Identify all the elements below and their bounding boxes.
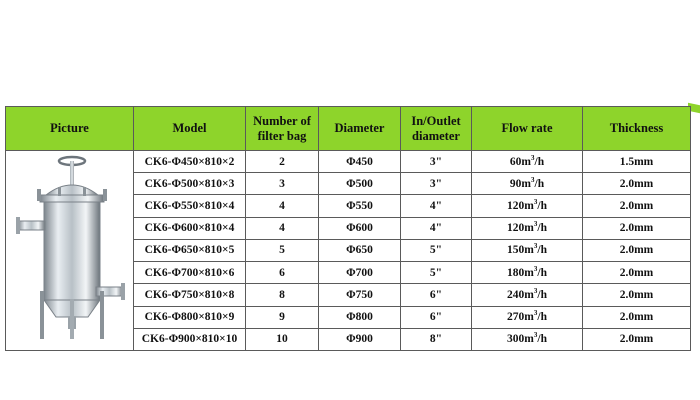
header-filter-bags: [246, 107, 319, 151]
io-diameter-cell: 4": [401, 195, 472, 217]
filter-bags-cell: 4: [246, 217, 319, 239]
flow-rate-cell: [472, 284, 583, 306]
flow-rate-cell: [472, 306, 583, 328]
io-diameter-cell: 3": [401, 173, 472, 195]
flow-rate-exponent: 3: [533, 309, 538, 318]
filter-bags-cell: 4: [246, 195, 319, 217]
header-io-line1: In/Outlet: [411, 113, 461, 128]
picture-cell: [6, 151, 134, 351]
flow-rate-exponent: 3: [531, 176, 535, 184]
thickness-cell: 2.0mm: [583, 262, 691, 284]
thickness-cell: 2.0mm: [583, 239, 691, 261]
header-filter-bags-line2: filter bag: [257, 128, 307, 143]
flow-rate-value: 90m: [509, 177, 531, 190]
flow-rate-exponent: 3: [533, 331, 538, 340]
flow-rate-exponent: 3: [533, 287, 538, 296]
filter-bags-cell: 8: [246, 284, 319, 306]
flow-rate-cell: [472, 328, 583, 350]
header-row: [6, 107, 691, 151]
spec-table: [5, 106, 691, 351]
model-cell: CK6-Φ800×810×9: [134, 306, 246, 328]
flow-rate-value: 120m: [507, 200, 534, 213]
diameter-cell: Φ650: [319, 239, 401, 261]
flow-rate-unit: /h: [537, 311, 547, 324]
io-diameter-cell: 6": [401, 306, 472, 328]
flow-rate-unit: /h: [534, 177, 545, 190]
flow-rate-unit: /h: [537, 222, 547, 235]
diameter-cell: Φ500: [319, 173, 401, 195]
thickness-cell: 2.0mm: [583, 195, 691, 217]
flow-rate-unit: /h: [537, 200, 547, 213]
filter-bags-cell: 6: [246, 262, 319, 284]
model-cell: CK6-Φ700×810×6: [134, 262, 246, 284]
model-cell: CK6-Φ600×810×4: [134, 217, 246, 239]
filter-bags-cell: 9: [246, 306, 319, 328]
header-flow-rate: Flow rate: [472, 107, 583, 151]
table-row: [6, 151, 691, 173]
flow-rate-value: 120m: [507, 222, 534, 235]
flow-rate-exponent: 3: [533, 220, 538, 229]
flow-rate-cell: [472, 262, 583, 284]
header-io-diameter: [401, 107, 472, 151]
filter-bags-cell: 5: [246, 239, 319, 261]
model-cell: CK6-Φ550×810×4: [134, 195, 246, 217]
thickness-cell: 2.0mm: [583, 284, 691, 306]
diameter-cell: Φ750: [319, 284, 401, 306]
diameter-cell: Φ550: [319, 195, 401, 217]
flow-rate-exponent: 3: [533, 264, 538, 273]
flow-rate-cell: [472, 151, 583, 173]
flow-rate-cell: [472, 217, 583, 239]
io-diameter-cell: 4": [401, 217, 472, 239]
model-cell: CK6-Φ750×810×8: [134, 284, 246, 306]
header-diameter: Diameter: [319, 107, 401, 151]
flow-rate-unit: /h: [537, 288, 547, 301]
flow-rate-cell: [472, 173, 583, 195]
header-picture: Picture: [6, 107, 134, 151]
flow-rate-value: 270m: [507, 311, 534, 324]
diameter-cell: Φ900: [319, 328, 401, 350]
flow-rate-value: 150m: [507, 244, 534, 257]
flow-rate-value: 180m: [507, 266, 534, 279]
flow-rate-exponent: 3: [531, 153, 535, 162]
flow-rate-cell: [472, 239, 583, 261]
header-filter-bags-line1: Number of: [253, 113, 311, 128]
flow-rate-unit: /h: [537, 244, 547, 257]
thickness-cell: 2.0mm: [583, 306, 691, 328]
thickness-cell: 2.0mm: [583, 328, 691, 350]
model-cell: CK6-Φ650×810×5: [134, 239, 246, 261]
model-cell: CK6-Φ450×810×2: [134, 151, 246, 173]
header-io-line2: diameter: [412, 128, 460, 143]
thickness-cell: 2.0mm: [583, 173, 691, 195]
model-cell: CK6-Φ900×810×10: [134, 328, 246, 350]
header-thickness: Thickness: [583, 107, 691, 151]
diameter-cell: Φ600: [319, 217, 401, 239]
io-diameter-cell: 8": [401, 328, 472, 350]
header-model: Model: [134, 107, 246, 151]
flow-rate-exponent: 3: [533, 198, 538, 207]
thickness-cell: 1.5mm: [583, 151, 691, 173]
thickness-cell: 2.0mm: [583, 217, 691, 239]
flow-rate-unit: /h: [537, 333, 547, 346]
io-diameter-cell: 6": [401, 284, 472, 306]
diameter-cell: Φ450: [319, 151, 401, 173]
diameter-cell: Φ700: [319, 262, 401, 284]
model-cell: CK6-Φ500×810×3: [134, 173, 246, 195]
io-diameter-cell: 3": [401, 151, 472, 173]
flow-rate-value: 240m: [507, 288, 534, 301]
flow-rate-unit: /h: [534, 155, 545, 168]
diameter-cell: Φ800: [319, 306, 401, 328]
flow-rate-value: 60m: [509, 155, 531, 168]
io-diameter-cell: 5": [401, 262, 472, 284]
flow-rate-exponent: 3: [533, 242, 538, 251]
flow-rate-unit: /h: [537, 266, 547, 279]
filter-bags-cell: 10: [246, 328, 319, 350]
io-diameter-cell: 5": [401, 239, 472, 261]
flow-rate-value: 300m: [507, 333, 534, 346]
flow-rate-cell: [472, 195, 583, 217]
filter-bags-cell: 2: [246, 151, 319, 173]
filter-bags-cell: 3: [246, 173, 319, 195]
bag-filter-housing-icon: [10, 151, 130, 347]
